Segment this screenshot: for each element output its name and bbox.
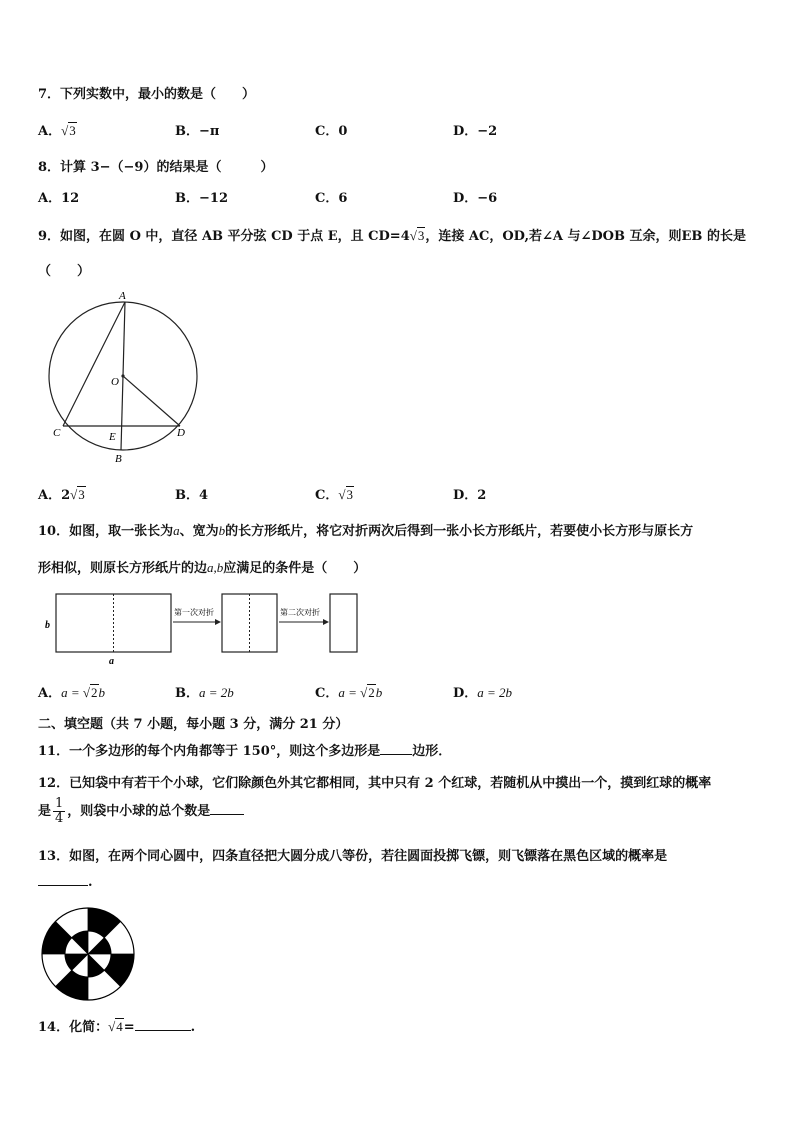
q14-blank[interactable]: [135, 1019, 191, 1031]
label-b: B: [115, 453, 122, 465]
q9-paren: （ ）: [38, 264, 91, 279]
label-c: C: [53, 427, 61, 439]
q8-option-d: D．−6: [453, 191, 498, 206]
fold2-label: 第二次对折: [280, 608, 320, 617]
q13-answer-line: .: [38, 874, 93, 890]
q8-option-b: B．−12: [175, 191, 228, 206]
q11-blank[interactable]: [380, 743, 412, 755]
q10-option-c: C．a = √2b: [315, 685, 383, 701]
q9-stem: 9．如图，在圆 O 中，直径 AB 平分弦 CD 于点 E，且 CD=4√3，连接 AC，OD,若∠A 与∠DOB 互余，则EB 的长是: [38, 228, 746, 244]
q7-option-a: A．√3: [38, 123, 76, 139]
label-e: E: [109, 431, 116, 443]
q14-stem: 14．化简：√4= .: [38, 1019, 196, 1035]
q11-stem: 11．一个多边形的每个内角都等于 150°，则这个多边形是 边形．: [38, 744, 452, 759]
q13-blank[interactable]: [38, 874, 88, 886]
q9-option-b: B．4: [175, 488, 209, 503]
q10-stem-line2: 形相似，则原长方形纸片的边a,b应满足的条件是（ ）: [38, 560, 367, 576]
label-o: O: [111, 376, 119, 388]
q9-option-c: C．√3: [315, 487, 353, 503]
segment-od: [123, 376, 180, 426]
q12-stem-line2: 是 $\frac{1}{4}$ ，则袋中小球的总个数是: [38, 797, 244, 826]
section-2-heading: 二、填空题（共 7 小题，每小题 3 分，满分 21 分）: [38, 717, 349, 732]
q12-stem-line1: 12．已知袋中有若干个小球，它们除颜色外其它都相同，其中只有 2 个红球，若随机从中摸出一个，摸到红球的概率: [38, 776, 712, 791]
q12-fraction: $\frac{1}{4}$: [55, 796, 64, 826]
q7-option-c: C．0: [315, 124, 348, 139]
q9-circle-figure: [45, 288, 225, 468]
q7-stem: 7．下列实数中，最小的数是（ ）: [38, 87, 256, 102]
q10-stem-line1: 10．如图，取一张长为a、宽为b的长方形纸片，将它对折两次后得到一张小长方形纸片，若要使小长方形与原长方: [38, 523, 694, 539]
q7-option-d: D．−2: [453, 124, 498, 139]
q9-option-d: D．2: [453, 488, 487, 503]
q13-stem: 13．如图，在两个同心圆中，四条直径把大圆分成八等份，若往圆面投掷飞镖，则飞镖落在黑色区域的概率是: [38, 849, 668, 864]
q12-blank[interactable]: [210, 803, 244, 815]
q10-folding-figure: [40, 588, 370, 668]
q10-option-d: D．a = 2b: [453, 685, 513, 701]
label-d: D: [177, 427, 185, 439]
q7-option-b: B．−π: [175, 124, 220, 139]
arrowhead-2: [323, 619, 329, 625]
label-a: A: [119, 290, 126, 302]
quarter-rectangle: [330, 594, 357, 652]
q8-option-a: A．12: [38, 191, 80, 206]
q10-option-a: A．a = √2b: [38, 685, 106, 701]
arrowhead-1: [215, 619, 221, 625]
q9-option-a: A．2√3: [38, 487, 85, 503]
q8-option-c: C．6: [315, 191, 348, 206]
segment-ac: [63, 302, 125, 426]
q8-stem: 8．计算 3−（−9）的结果是（ ）: [38, 160, 274, 175]
fold1-label: 第一次对折: [174, 608, 214, 617]
label-a: a: [109, 656, 114, 667]
center-point: [121, 374, 124, 377]
label-b: b: [45, 620, 50, 631]
q13-concentric-circles-figure: [38, 904, 138, 1004]
q10-option-b: B．a = 2b: [175, 685, 234, 701]
